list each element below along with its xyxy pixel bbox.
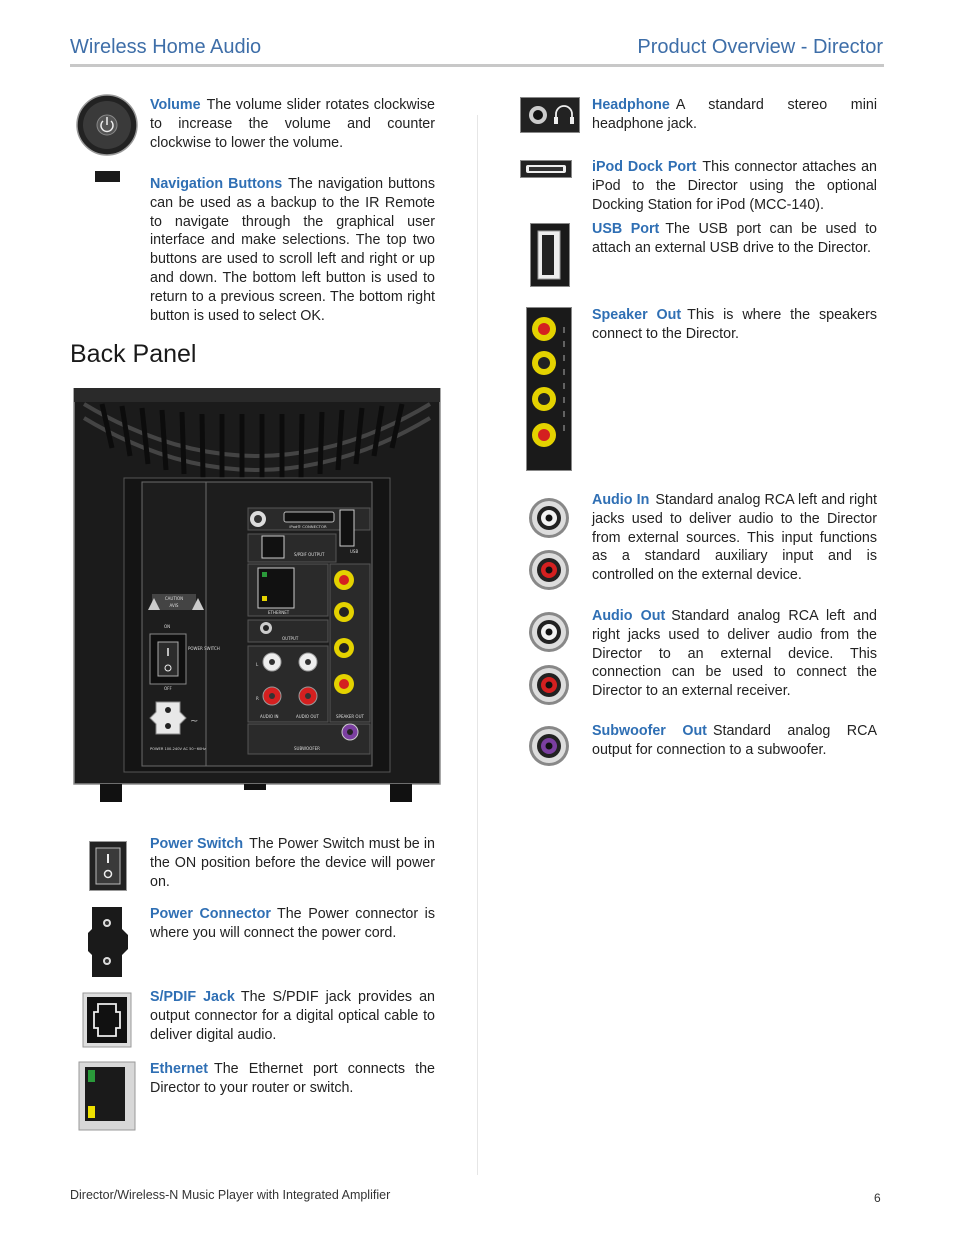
audio-in-left-jack-icon [527, 496, 571, 540]
ethernet-term: Ethernet [150, 1061, 208, 1077]
subwoofer-description: Subwoofer Out Standard analog RCA output for connection to a subwoofer. [592, 723, 877, 758]
power-connector-description: Power Connector The Power connector is where you will connect the power cord. [150, 906, 435, 941]
speaker-out-term: Speaker Out [592, 307, 682, 323]
headphone-term: Headphone [592, 97, 670, 113]
ipod-dock-port-icon [520, 160, 572, 178]
ipod-connector-label: iPod® CONNECTOR [289, 524, 327, 529]
usb-label: USB [350, 549, 359, 554]
ipod-dock-term: iPod Dock Port [592, 159, 697, 175]
power-switch-description: Power Switch The Power Switch must be in the ON position before the device will power on. [150, 836, 436, 890]
power-rating-label: POWER 100-240V AC 50~60Hz [150, 747, 206, 751]
audio-out-left-jack-icon [527, 610, 571, 654]
header-section: Product Overview - Director [637, 36, 883, 58]
ipod-dock-description: iPod Dock Port This connector attaches an iPod to the Director using the optional Docking Station for iPod (MCC-140). [592, 159, 877, 213]
audio-out-right-jack-icon [527, 663, 571, 707]
volume-knob-icon [76, 94, 138, 156]
spdif-description: S/PDIF Jack The S/PDIF jack provides an output connector for a digital optical cable to deliver digital audio. [150, 989, 435, 1043]
volume-description: Volume The volume slider rotates clockwise to increase the volume and counter clockwise to lower the volume. [150, 97, 435, 151]
on-label: ON [164, 624, 171, 629]
right-channel-label: R [256, 696, 259, 701]
spdif-term: S/PDIF Jack [150, 989, 235, 1005]
subwoofer-term: Subwoofer Out [592, 723, 707, 739]
ac-symbol: ~ [190, 716, 199, 727]
page-number: 6 [874, 1191, 881, 1205]
column-divider [477, 115, 478, 1175]
back-panel-diagram [72, 388, 442, 802]
header-rule [70, 64, 884, 67]
navigation-term: Navigation Buttons [150, 176, 283, 192]
ethernet-description: Ethernet The Ethernet port connects the Director to your router or switch. [150, 1061, 435, 1096]
power-switch-label: POWER SWITCH [188, 646, 220, 651]
audio-in-right-jack-icon [527, 548, 571, 592]
subwoofer-jack-icon [527, 724, 571, 768]
avis-label: AVIS [169, 603, 179, 608]
power-switch-term: Power Switch [150, 836, 244, 852]
footer-product-name: Director/Wireless-N Music Player with Integrated Amplifier [70, 1188, 391, 1202]
spdif-jack-icon [82, 992, 132, 1048]
ethernet-port-icon [78, 1061, 136, 1131]
caution-label: CAUTION [164, 596, 184, 601]
audio-in-term: Audio In [592, 492, 650, 508]
spdif-label: S/PDIF OUTPUT [294, 552, 325, 557]
usb-term: USB Port [592, 221, 660, 237]
audio-out-description: Audio Out Standard analog RCA left and right jacks used to deliver audio from the Director to an external device. This connection can be used to connect the Director to an external receiver. [592, 608, 877, 700]
headphone-jack-icon [520, 97, 580, 133]
off-label: OFF [164, 686, 172, 691]
audio-in-description: Audio In Standard analog RCA left and right jacks used to deliver audio to the Director from external sources. This input functions as a standard auxiliary input and is controlled on the external device. [592, 492, 877, 584]
audio-out-term: Audio Out [592, 608, 666, 624]
navigation-buttons-icon [95, 171, 120, 182]
ethernet-label: ETHERNET [268, 610, 290, 615]
power-connector-term: Power Connector [150, 906, 271, 922]
headphone-description: Headphone A standard stereo mini headphone jack. [592, 97, 877, 132]
volume-term: Volume [150, 97, 201, 113]
speaker-out-icon [526, 307, 572, 471]
usb-description: USB Port The USB port can be used to attach an external USB drive to the Director. [592, 221, 877, 256]
audio-out-label: AUDIO OUT [296, 714, 319, 719]
navigation-description: Navigation Buttons The navigation buttons can be used as a backup to the IR Remote to navigate through the graphical user interface and make selections. The top two buttons are used to scroll left and right or up and down. The bottom left button is used to return to a previous screen. The bottom right button is used to select OK. [150, 176, 435, 324]
subwoofer-label: SUBWOOFER [294, 746, 320, 751]
speaker-out-description: Speaker Out This is where the speakers connect to the Director. [592, 307, 877, 342]
power-switch-icon [89, 841, 127, 891]
speaker-out-label: SPEAKER OUT [336, 714, 364, 719]
audio-in-label: AUDIO IN [260, 714, 279, 719]
output-label: OUTPUT [282, 636, 299, 641]
back-panel-title: Back Panel [70, 340, 197, 368]
power-connector-icon [88, 905, 128, 979]
usb-port-icon [530, 223, 570, 287]
left-channel-label: L [256, 662, 259, 667]
header-title: Wireless Home Audio [70, 36, 262, 58]
